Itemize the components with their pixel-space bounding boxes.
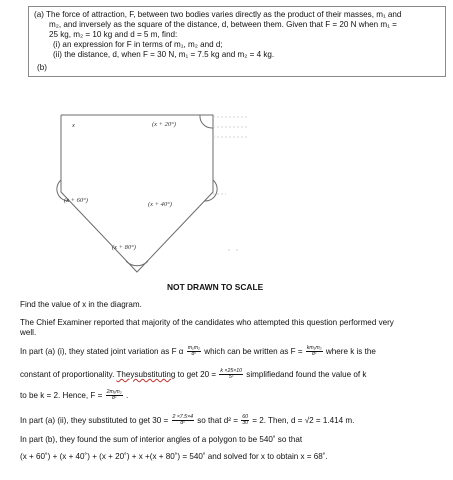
fraction-2m1m2-over-d2 bbox=[106, 390, 123, 402]
find-x-instruction: Find the value of x in the diagram. bbox=[20, 300, 142, 309]
p2-text-d: simplifiedand found the value of k bbox=[246, 370, 367, 380]
pentagon-outline bbox=[61, 115, 213, 272]
paragraph-k-value bbox=[20, 390, 128, 402]
p4-text-b: so that d² = bbox=[197, 416, 238, 426]
p4-text-c: = 2. Then, d = √2 = 1.414 m. bbox=[252, 416, 355, 426]
examiner-line2: well. bbox=[20, 328, 37, 337]
question-part-a-line2: m₂, and inversely as the square of the distance, d, between them. Given that F = 20 N when m₁ = bbox=[49, 20, 397, 29]
question-sub-ii: (ii) the distance, d, when F = 30 N, m₁ = 7.5 kg and m₂ = 4 kg. bbox=[53, 50, 275, 59]
angle-arc-bottom bbox=[126, 261, 148, 266]
angle-label-bottom: (x + 80°) bbox=[112, 244, 136, 251]
fraction-k25x10-over-25 bbox=[219, 369, 243, 381]
angle-label-top-right: (x + 20°) bbox=[152, 121, 176, 128]
p3-text-a: to be k = 2. Hence, F = bbox=[20, 391, 103, 401]
paragraph-constant bbox=[20, 369, 366, 381]
p1-text-b: which can be written as F = bbox=[204, 347, 303, 357]
p2-text-b: Theysubstituting bbox=[116, 370, 176, 380]
fraction-km1m2-over-d2 bbox=[306, 346, 323, 358]
fraction-m1m2-over-d2 bbox=[187, 346, 201, 358]
angle-arc-mid-left bbox=[57, 180, 70, 201]
p4-text-a: In part (a) (ii), they substituted to get 30 = bbox=[20, 416, 169, 426]
angle-label-top-left: x bbox=[72, 122, 75, 129]
fraction-numerator: 60 bbox=[242, 414, 248, 420]
p1-text-c: where k is the bbox=[325, 347, 376, 357]
angle-label-mid-left: (x + 60°) bbox=[64, 197, 88, 204]
angle-label-mid-right: (x + 40°) bbox=[148, 201, 172, 208]
fraction-denominator: d² bbox=[311, 351, 317, 358]
angle-arc-mid-right bbox=[204, 180, 217, 201]
fraction-denominator: 30 bbox=[242, 420, 248, 427]
fraction-denominator: d² bbox=[191, 351, 197, 358]
p3-text-b: . bbox=[126, 391, 129, 401]
paragraph-part-b: In part (b), they found the sum of interior angles of a polygon to be 540˚ so that bbox=[20, 435, 303, 444]
fraction-60-over-30 bbox=[241, 415, 249, 427]
paragraph-solution: (x + 60˚) + (x + 40˚) + (x + 20˚) + x +(x + 80˚) = 540˚ and solved for x to obtain x = 68˚. bbox=[20, 452, 328, 461]
p2-text-a: constant of proportionality. bbox=[20, 370, 115, 380]
diagram-caption: NOT DRAWN TO SCALE bbox=[167, 282, 264, 292]
fraction-denominator: d² bbox=[180, 420, 186, 427]
fraction-numerator: km₁m₂ bbox=[306, 345, 322, 351]
fraction-denominator: d² bbox=[111, 395, 117, 402]
p1-text-a: In part (a) (i), they stated joint variation as F α bbox=[20, 347, 184, 357]
question-part-a-line3: 25 kg, m₂ = 10 kg and d = 5 m, find: bbox=[49, 30, 178, 39]
question-part-a-line1: (a) The force of attraction, F, between two bodies varies directly as the product of their masses, m₁ and bbox=[34, 10, 402, 19]
paragraph-part-a-ii bbox=[20, 415, 354, 427]
examiner-line1: The Chief Examiner reported that majority of the candidates who attempted this question performed very bbox=[20, 318, 394, 327]
fraction-denominator: 5² bbox=[228, 374, 234, 381]
fraction-numerator: 2 ×7.5×4 bbox=[172, 414, 193, 420]
fraction-numerator: 2m₁m₂ bbox=[106, 389, 122, 395]
question-part-b-label: (b) bbox=[37, 63, 47, 72]
paragraph-part-a-i bbox=[20, 346, 376, 358]
angle-arc-top-right bbox=[200, 115, 213, 128]
p2-text-c: to get 20 = bbox=[177, 370, 217, 380]
fraction-numerator: m₁m₂ bbox=[187, 345, 200, 351]
question-sub-i: (i) an expression for F in terms of m₁, m₂ and d; bbox=[53, 40, 223, 49]
fraction-numerator: k ×25×10 bbox=[220, 368, 243, 374]
fraction-2x75x4-over-d2 bbox=[172, 415, 194, 427]
